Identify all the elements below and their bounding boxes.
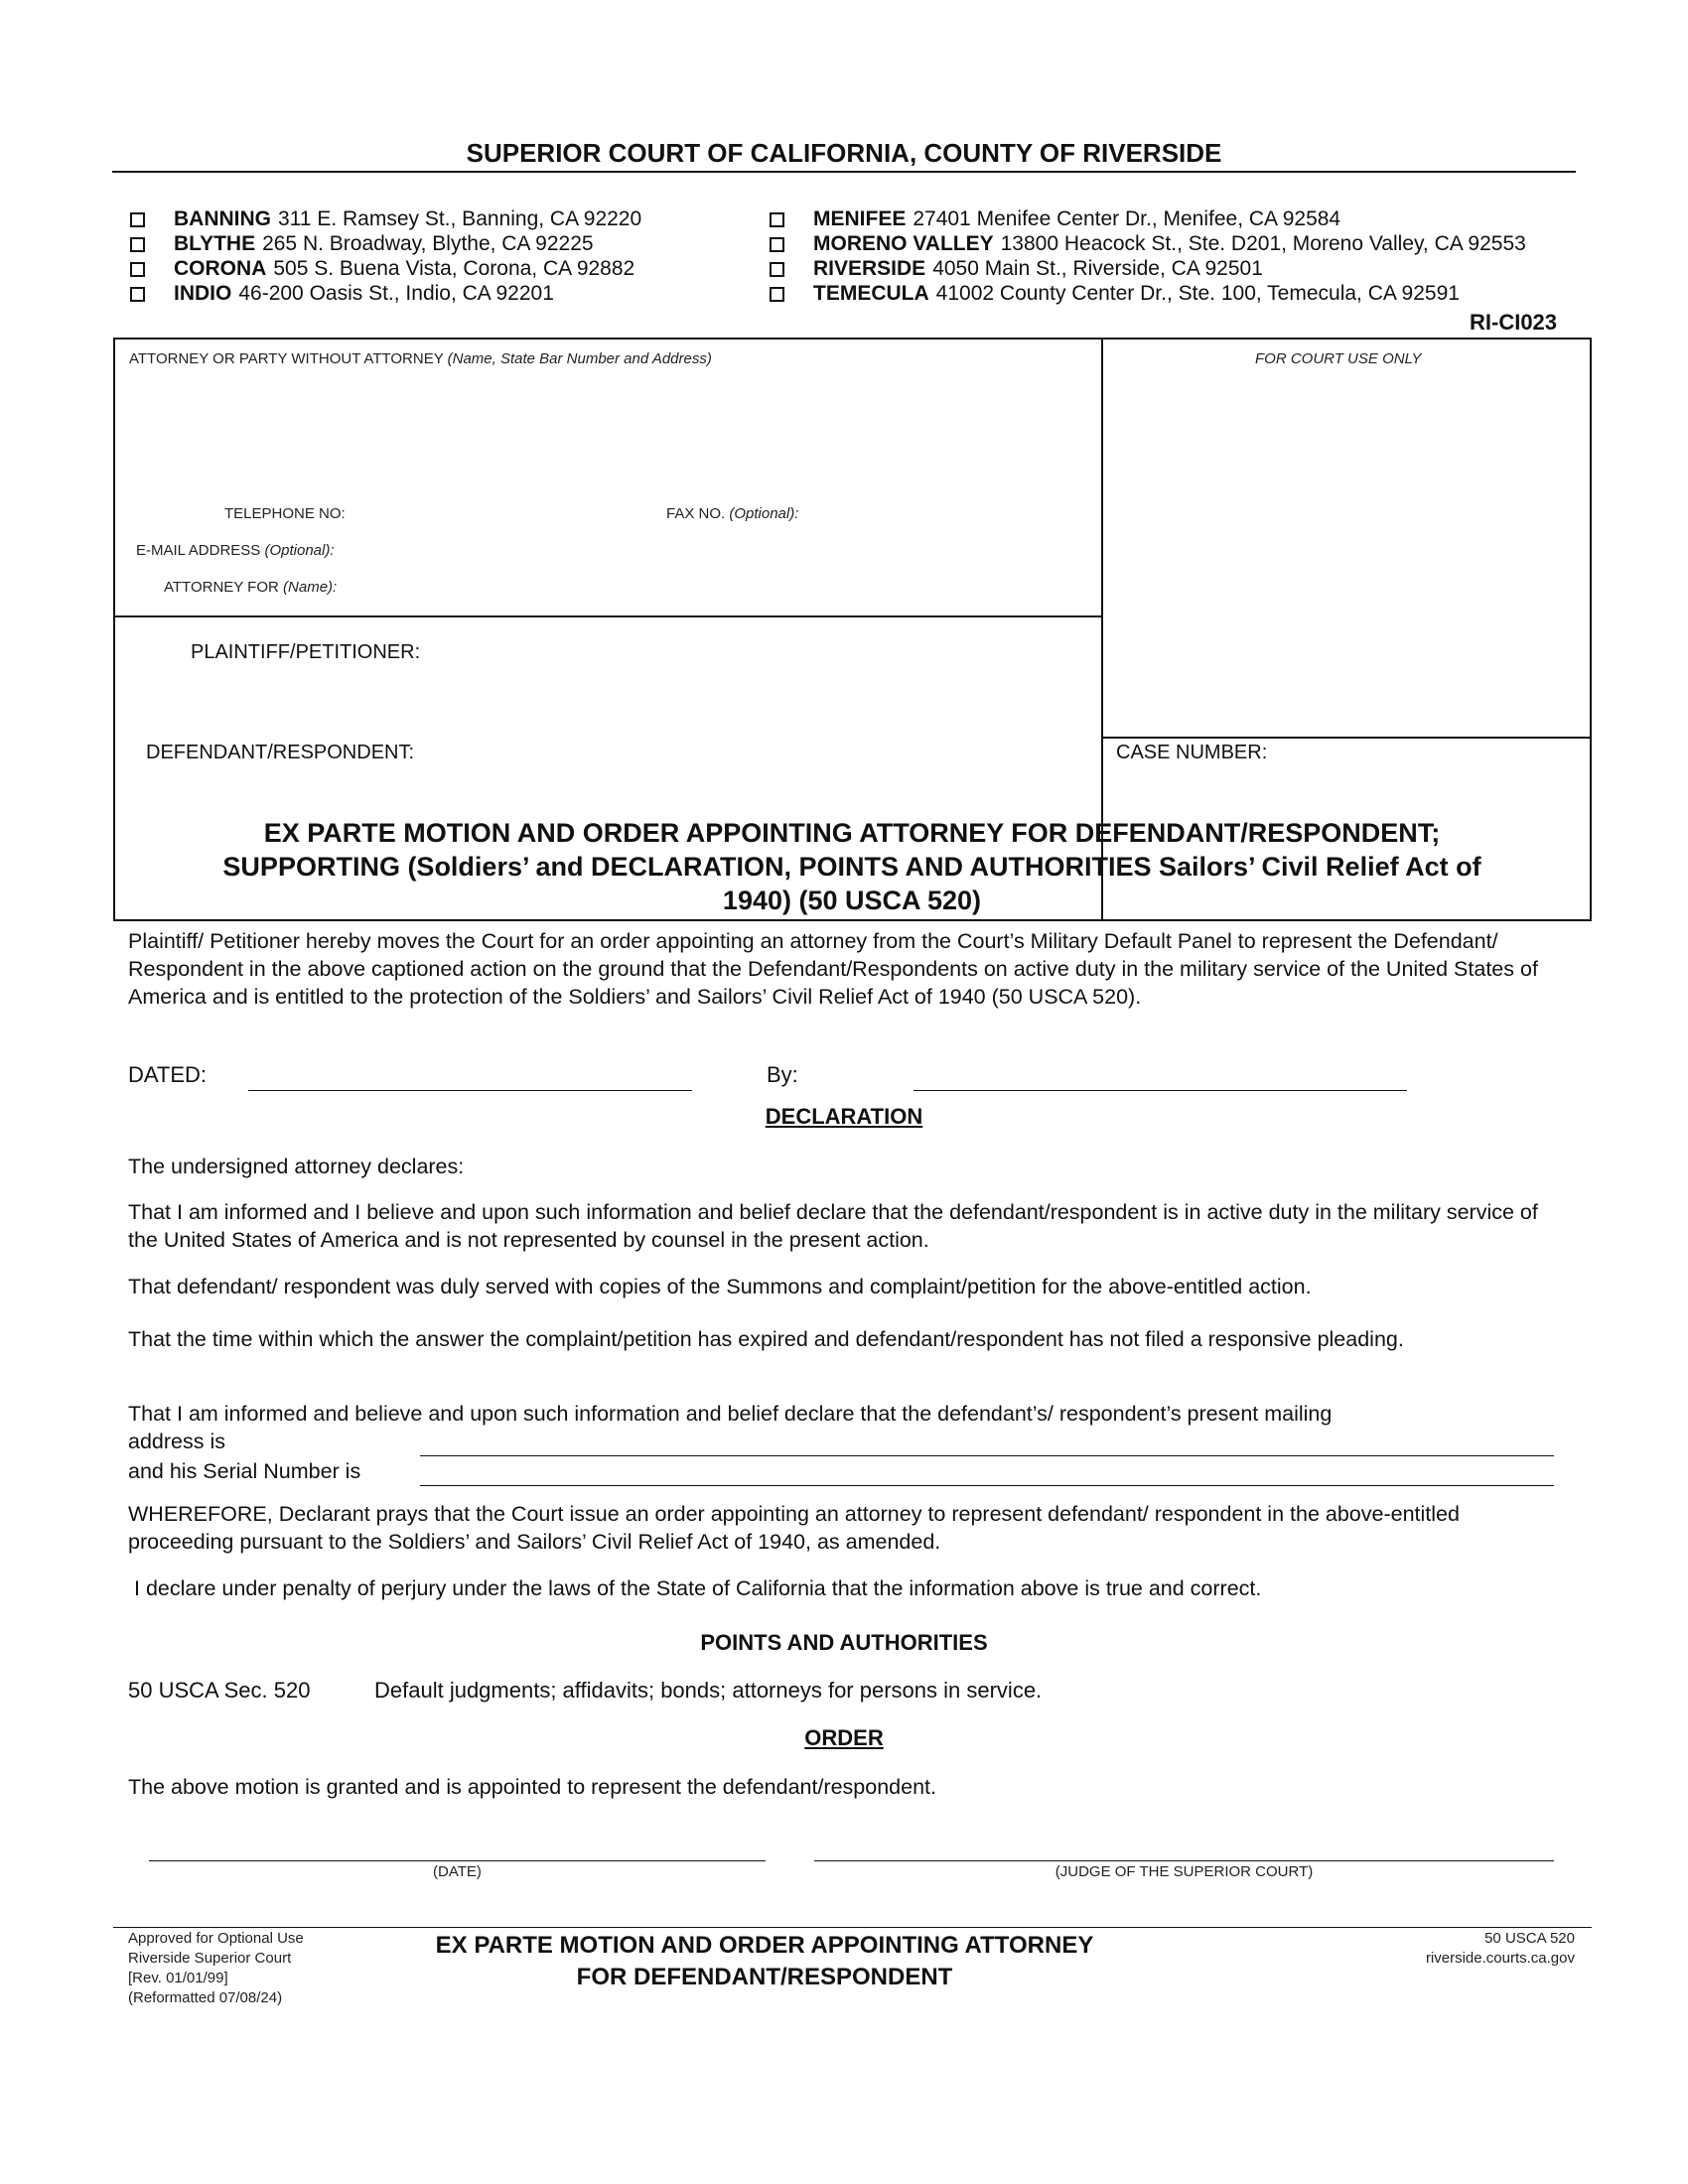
- footer-website[interactable]: riverside.courts.ca.gov: [1425, 1950, 1575, 1967]
- email-label-hint: (Optional):: [264, 542, 335, 559]
- serial-number-label: and his Serial Number is: [128, 1459, 361, 1483]
- serial-number-line[interactable]: [420, 1485, 1554, 1486]
- email-label[interactable]: [136, 542, 335, 559]
- location-name: RIVERSIDE: [813, 257, 926, 280]
- footer-revision: [Rev. 01/01/99]: [128, 1970, 228, 1986]
- menifee-checkbox[interactable]: [770, 212, 784, 227]
- attorney-label-text: ATTORNEY OR PARTY WITHOUT ATTORNEY: [129, 350, 444, 367]
- order-date-caption: (DATE): [433, 1863, 482, 1880]
- telephone-label[interactable]: TELEPHONE NO:: [224, 505, 346, 522]
- points-description: Default judgments; affidavits; bonds; attorneys for persons in service.: [374, 1678, 1043, 1703]
- order-text: The above motion is granted and is appointed to represent the defendant/respondent.: [128, 1775, 936, 1799]
- fax-label-text: FAX NO.: [666, 505, 726, 522]
- location-name: MORENO VALLEY: [813, 232, 994, 255]
- declaration-paragraph-3: That the time within which the answer the complaint/petition has expired and defendant/respondent has not filed a responsive pleading.: [128, 1327, 1404, 1351]
- document-title: [119, 816, 1585, 917]
- location-name: TEMECULA: [813, 282, 929, 305]
- address-label: address is: [128, 1430, 225, 1453]
- location-address: 13800 Heacock St., Ste. D201, Moreno Valley, CA 92553: [1000, 232, 1526, 255]
- title-box-left-border: [113, 804, 115, 921]
- footer-approved: Approved for Optional Use: [128, 1930, 304, 1947]
- location-menifee: [770, 206, 1340, 232]
- attorney-for-label-hint: (Name):: [283, 579, 338, 596]
- points-heading: POINTS AND AUTHORITIES: [700, 1630, 988, 1655]
- by-signature-line[interactable]: [914, 1090, 1407, 1091]
- location-name: BLYTHE: [174, 232, 256, 255]
- case-number-label[interactable]: CASE NUMBER:: [1116, 742, 1268, 763]
- declaration-intro: The undersigned attorney declares:: [128, 1155, 465, 1178]
- points-citation: 50 USCA Sec. 520: [128, 1678, 311, 1703]
- location-corona: [130, 256, 634, 282]
- address-line[interactable]: [420, 1455, 1554, 1456]
- location-address: 265 N. Broadway, Blythe, CA 92225: [262, 232, 594, 255]
- location-address: 27401 Menifee Center Dr., Menifee, CA 92584: [913, 207, 1341, 230]
- location-moreno-valley: [770, 231, 1526, 257]
- attorney-for-label[interactable]: [164, 579, 337, 596]
- indio-checkbox[interactable]: [130, 287, 145, 302]
- location-address: 4050 Main St., Riverside, CA 92501: [932, 257, 1263, 280]
- location-address: 46-200 Oasis St., Indio, CA 92201: [238, 282, 554, 305]
- corona-checkbox[interactable]: [130, 262, 145, 277]
- footer-reformatted: (Reformatted 07/08/24): [128, 1989, 283, 2006]
- declaration-paragraph-1: That I am informed and I believe and upon such information and belief declare that the defendant/respondent is in active duty in the military service of the United States of America and is not represented by counsel in the present action.: [128, 1200, 1538, 1252]
- penalty-statement: I declare under penalty of perjury under the laws of the State of California that the information above is true and correct.: [134, 1576, 1262, 1600]
- order-heading: ORDER: [804, 1725, 884, 1750]
- location-temecula: [770, 281, 1460, 307]
- judge-caption: (JUDGE OF THE SUPERIOR COURT): [1055, 1863, 1314, 1880]
- fax-label[interactable]: [666, 505, 798, 522]
- riverside-checkbox[interactable]: [770, 262, 784, 277]
- dated-label: DATED:: [128, 1062, 208, 1087]
- blythe-checkbox[interactable]: [130, 237, 145, 252]
- moreno-valley-checkbox[interactable]: [770, 237, 784, 252]
- attorney-label-hint: (Name, State Bar Number and Address): [447, 350, 712, 367]
- temecula-checkbox[interactable]: [770, 287, 784, 302]
- judge-signature-line[interactable]: [814, 1860, 1554, 1861]
- fax-label-hint: (Optional):: [729, 505, 799, 522]
- declaration-paragraph-4: That I am informed and believe and upon such information and belief declare that the defendant’s/ respondent’s present mailing: [128, 1402, 1333, 1426]
- footer-cite: 50 USCA 520: [1484, 1930, 1575, 1947]
- header-divider: [112, 171, 1576, 173]
- form-id: RI-CI023: [1470, 310, 1558, 335]
- dated-line[interactable]: [248, 1090, 692, 1091]
- court-title: SUPERIOR COURT OF CALIFORNIA, COUNTY OF RIVERSIDE: [466, 138, 1222, 168]
- location-address: 311 E. Ramsey St., Banning, CA 92220: [278, 207, 642, 230]
- wherefore-paragraph: WHEREFORE, Declarant prays that the Court issue an order appointing an attorney to represent defendant/ respondent in the above-entitled proceeding pursuant to the Soldiers’ and Sailors’ Civil Relief Act of 1940, as amended.: [128, 1502, 1460, 1554]
- document-title-line3: 1940) (50 USCA 520): [722, 886, 982, 915]
- title-box-right-border: [1590, 804, 1592, 921]
- attorney-for-label-text: ATTORNEY FOR: [164, 579, 279, 596]
- plaintiff-label[interactable]: PLAINTIFF/PETITIONER:: [191, 641, 421, 663]
- email-label-text: E-MAIL ADDRESS: [136, 542, 261, 559]
- declaration-paragraph-2: That defendant/ respondent was duly served with copies of the Summons and complaint/petition for the above-entitled action.: [128, 1275, 1312, 1298]
- document-title-line2: SUPPORTING (Soldiers’ and DECLARATION, POINTS AND AUTHORITIES Sailors’ Civil Relief Act of: [222, 852, 1481, 882]
- attorney-section-divider: [115, 615, 1101, 617]
- location-name: CORONA: [174, 257, 267, 280]
- defendant-label[interactable]: DEFENDANT/RESPONDENT:: [146, 742, 415, 763]
- banning-checkbox[interactable]: [130, 212, 145, 227]
- location-address: 505 S. Buena Vista, Corona, CA 92882: [273, 257, 635, 280]
- attorney-label: [129, 350, 712, 367]
- location-name: BANNING: [174, 207, 271, 230]
- location-indio: [130, 281, 554, 307]
- footer-reference-block: [1291, 1929, 1575, 1969]
- document-title-line1: EX PARTE MOTION AND ORDER APPOINTING ATTORNEY FOR DEFENDANT/RESPONDENT;: [263, 818, 1441, 848]
- court-use-label: FOR COURT USE ONLY: [1255, 350, 1422, 367]
- declaration-heading: DECLARATION: [765, 1104, 923, 1129]
- footer-title-line1: EX PARTE MOTION AND ORDER APPOINTING ATTORNEY: [435, 1932, 1094, 1959]
- footer-approval-block: [128, 1929, 304, 2008]
- location-blythe: [130, 231, 594, 257]
- location-address: 41002 County Center Dr., Ste. 100, Temecula, CA 92591: [935, 282, 1460, 305]
- location-name: INDIO: [174, 282, 232, 305]
- order-date-line[interactable]: [149, 1860, 766, 1861]
- footer-divider: [113, 1927, 1592, 1928]
- motion-paragraph: Plaintiff/ Petitioner hereby moves the Court for an order appointing an attorney from the Court’s Military Default Panel to represent the Defendant/ Respondent in the above captioned action on the ground that the Defendant/Respondents on active duty in the military service of the United States of America and is entitled to the protection of the Soldiers’ and Sailors’ Civil Relief Act of 1940 (50 USCA 520).: [128, 929, 1538, 1009]
- footer-court: Riverside Superior Court: [128, 1950, 292, 1967]
- case-number-divider: [1101, 737, 1592, 739]
- location-riverside: [770, 256, 1263, 282]
- location-banning: [130, 206, 641, 232]
- location-name: MENIFEE: [813, 207, 907, 230]
- footer-title: [367, 1930, 1162, 1993]
- by-label: By:: [767, 1062, 798, 1087]
- footer-title-line2: FOR DEFENDANT/RESPONDENT: [576, 1964, 953, 1990]
- title-box-bottom-border: [113, 919, 1592, 921]
